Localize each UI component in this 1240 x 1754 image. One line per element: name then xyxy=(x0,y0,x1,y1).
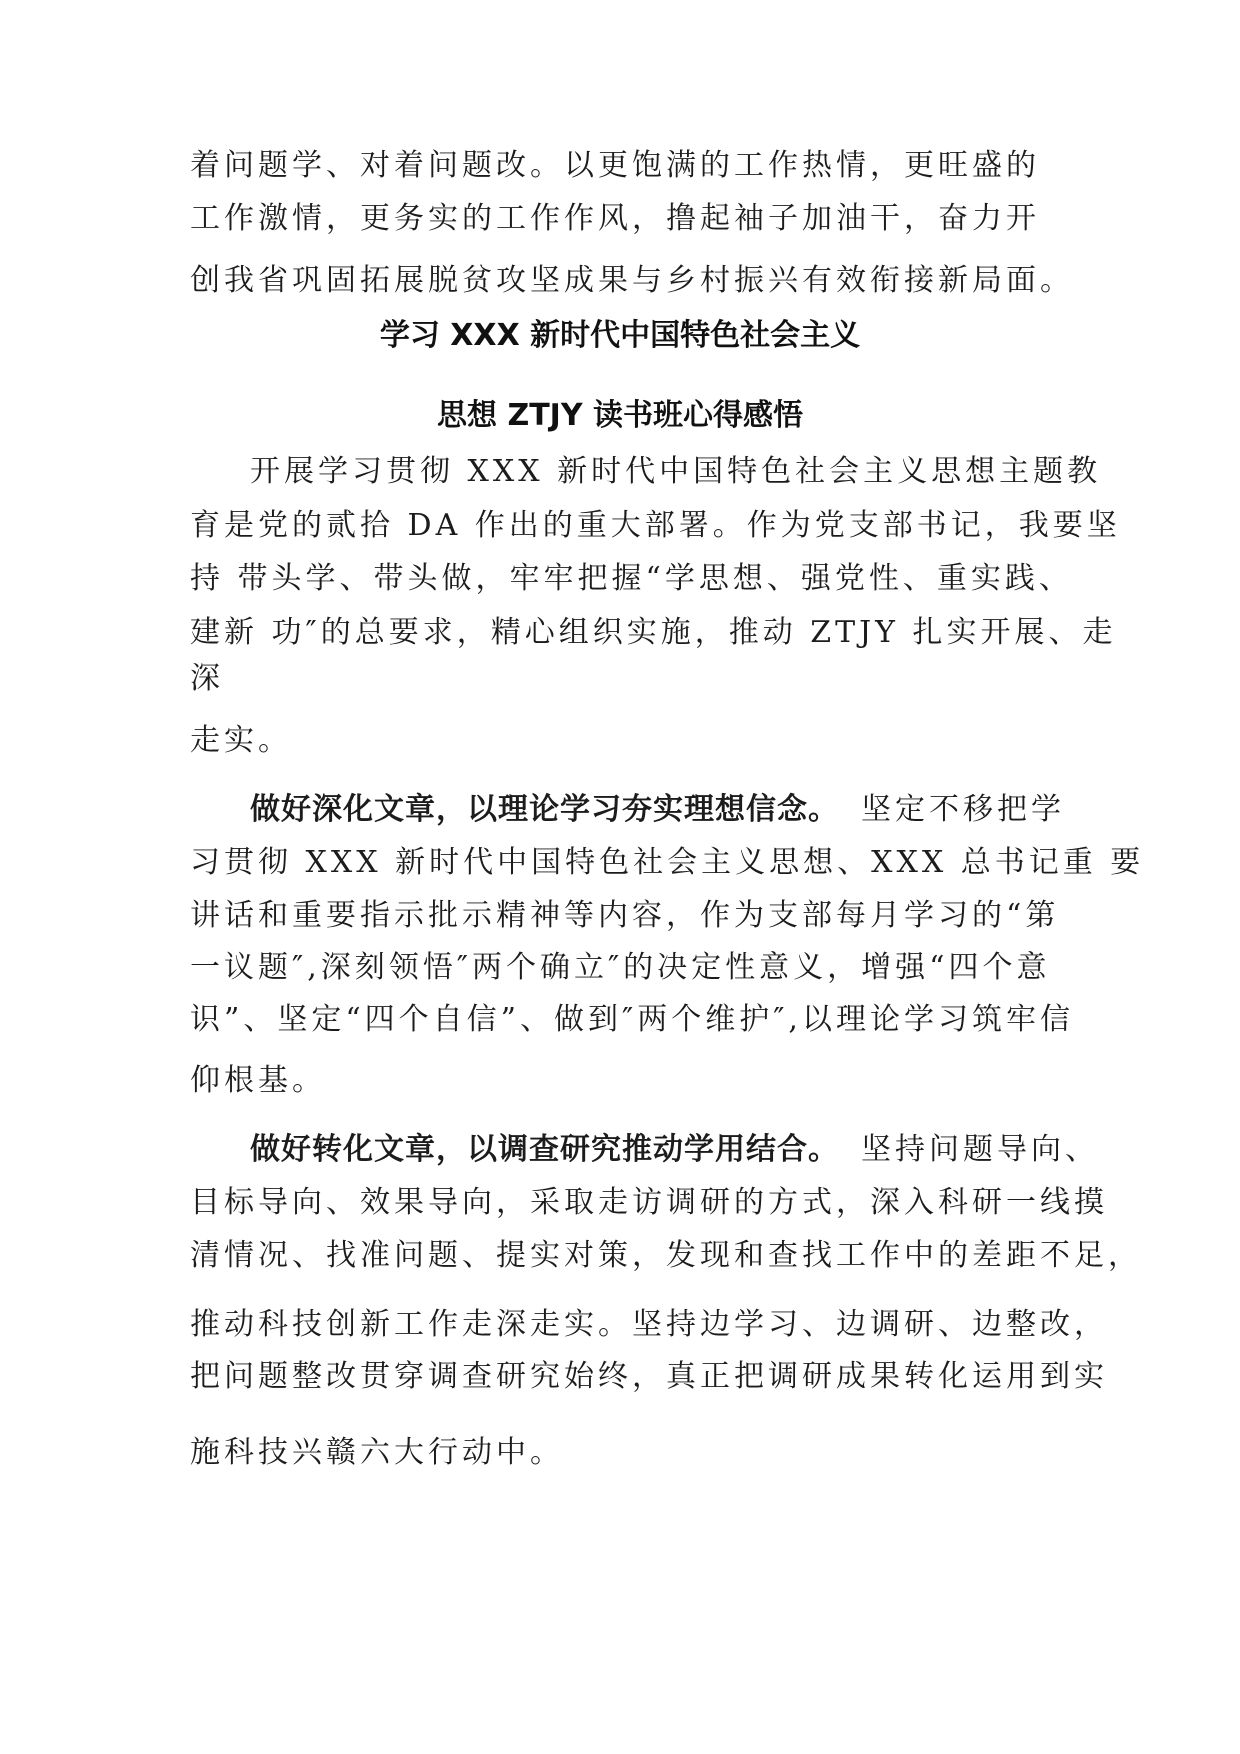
para2-line-3: 讲话和重要指示批示精神等内容，作为支部每月学习的“第 xyxy=(190,898,1060,933)
para1-line-5: 深 xyxy=(190,661,224,696)
para2-line-5: 识”、坚定“四个自信”、做到″两个维护″,以理论学习筑牢信 xyxy=(190,1002,1074,1037)
intro-line-2: 工作激情，更务实的工作作风，撸起袖子加油干，奋力开 xyxy=(190,201,1040,236)
article-title-line-1: 学习 XXX 新时代中国特色社会主义 xyxy=(379,318,861,353)
para3-first-line-rest: 坚持问题导向、 xyxy=(861,1132,1099,1167)
para3-line-2: 目标导向、效果导向，采取走访调研的方式，深入科研一线摸 xyxy=(190,1185,1108,1220)
para2-line-2: 习贯彻 XXX 新时代中国特色社会主义思想、XXX 总书记重 要 xyxy=(190,845,1145,880)
para2-line-4: 一议题″,深刻领悟″两个确立″的决定性意义，增强“四个意 xyxy=(190,950,1051,985)
para2-first-line-rest: 坚定不移把学 xyxy=(861,792,1065,827)
para2-line-6: 仰根基。 xyxy=(190,1063,326,1098)
para2-heading: 做好深化文章，以理论学习夯实理想信念。 xyxy=(250,792,839,827)
para2-line-1 xyxy=(250,790,1065,830)
para3-line-1 xyxy=(250,1130,1099,1170)
intro-line-1: 着问题学、对着问题改。以更饱满的工作热情，更旺盛的 xyxy=(190,148,1040,183)
para3-line-5: 把问题整改贯穿调查研究始终，真正把调研成果转化运用到实 xyxy=(190,1359,1108,1394)
para1-line-6: 走实。 xyxy=(190,723,292,758)
intro-line-3: 创我省巩固拓展脱贫攻坚成果与乡村振兴有效衔接新局面。 xyxy=(190,263,1074,298)
para3-line-3: 清情况、找准问题、提实对策，发现和查找工作中的差距不足， xyxy=(190,1238,1142,1273)
para3-line-6: 施科技兴赣六大行动中。 xyxy=(190,1435,564,1470)
para1-line-1: 开展学习贯彻 XXX 新时代中国特色社会主义思想主题教 xyxy=(250,454,1102,489)
para1-line-4: 建新 功″的总要求，精心组织实施，推动 ZTJY 扎实开展、走 xyxy=(190,615,1117,650)
article-title-line-2: 思想 ZTJY 读书班心得感悟 xyxy=(437,398,803,433)
para3-line-4: 推动科技创新工作走深走实。坚持边学习、边调研、边整改， xyxy=(190,1307,1108,1342)
para1-line-3: 持 带头学、带头做，牢牢把握“学思想、强党性、重实践、 xyxy=(190,561,1073,596)
para1-line-2: 育是党的贰拾 DA 作出的重大部署。作为党支部书记，我要坚 xyxy=(190,508,1121,543)
para3-heading: 做好转化文章，以调查研究推动学用结合。 xyxy=(250,1132,839,1167)
